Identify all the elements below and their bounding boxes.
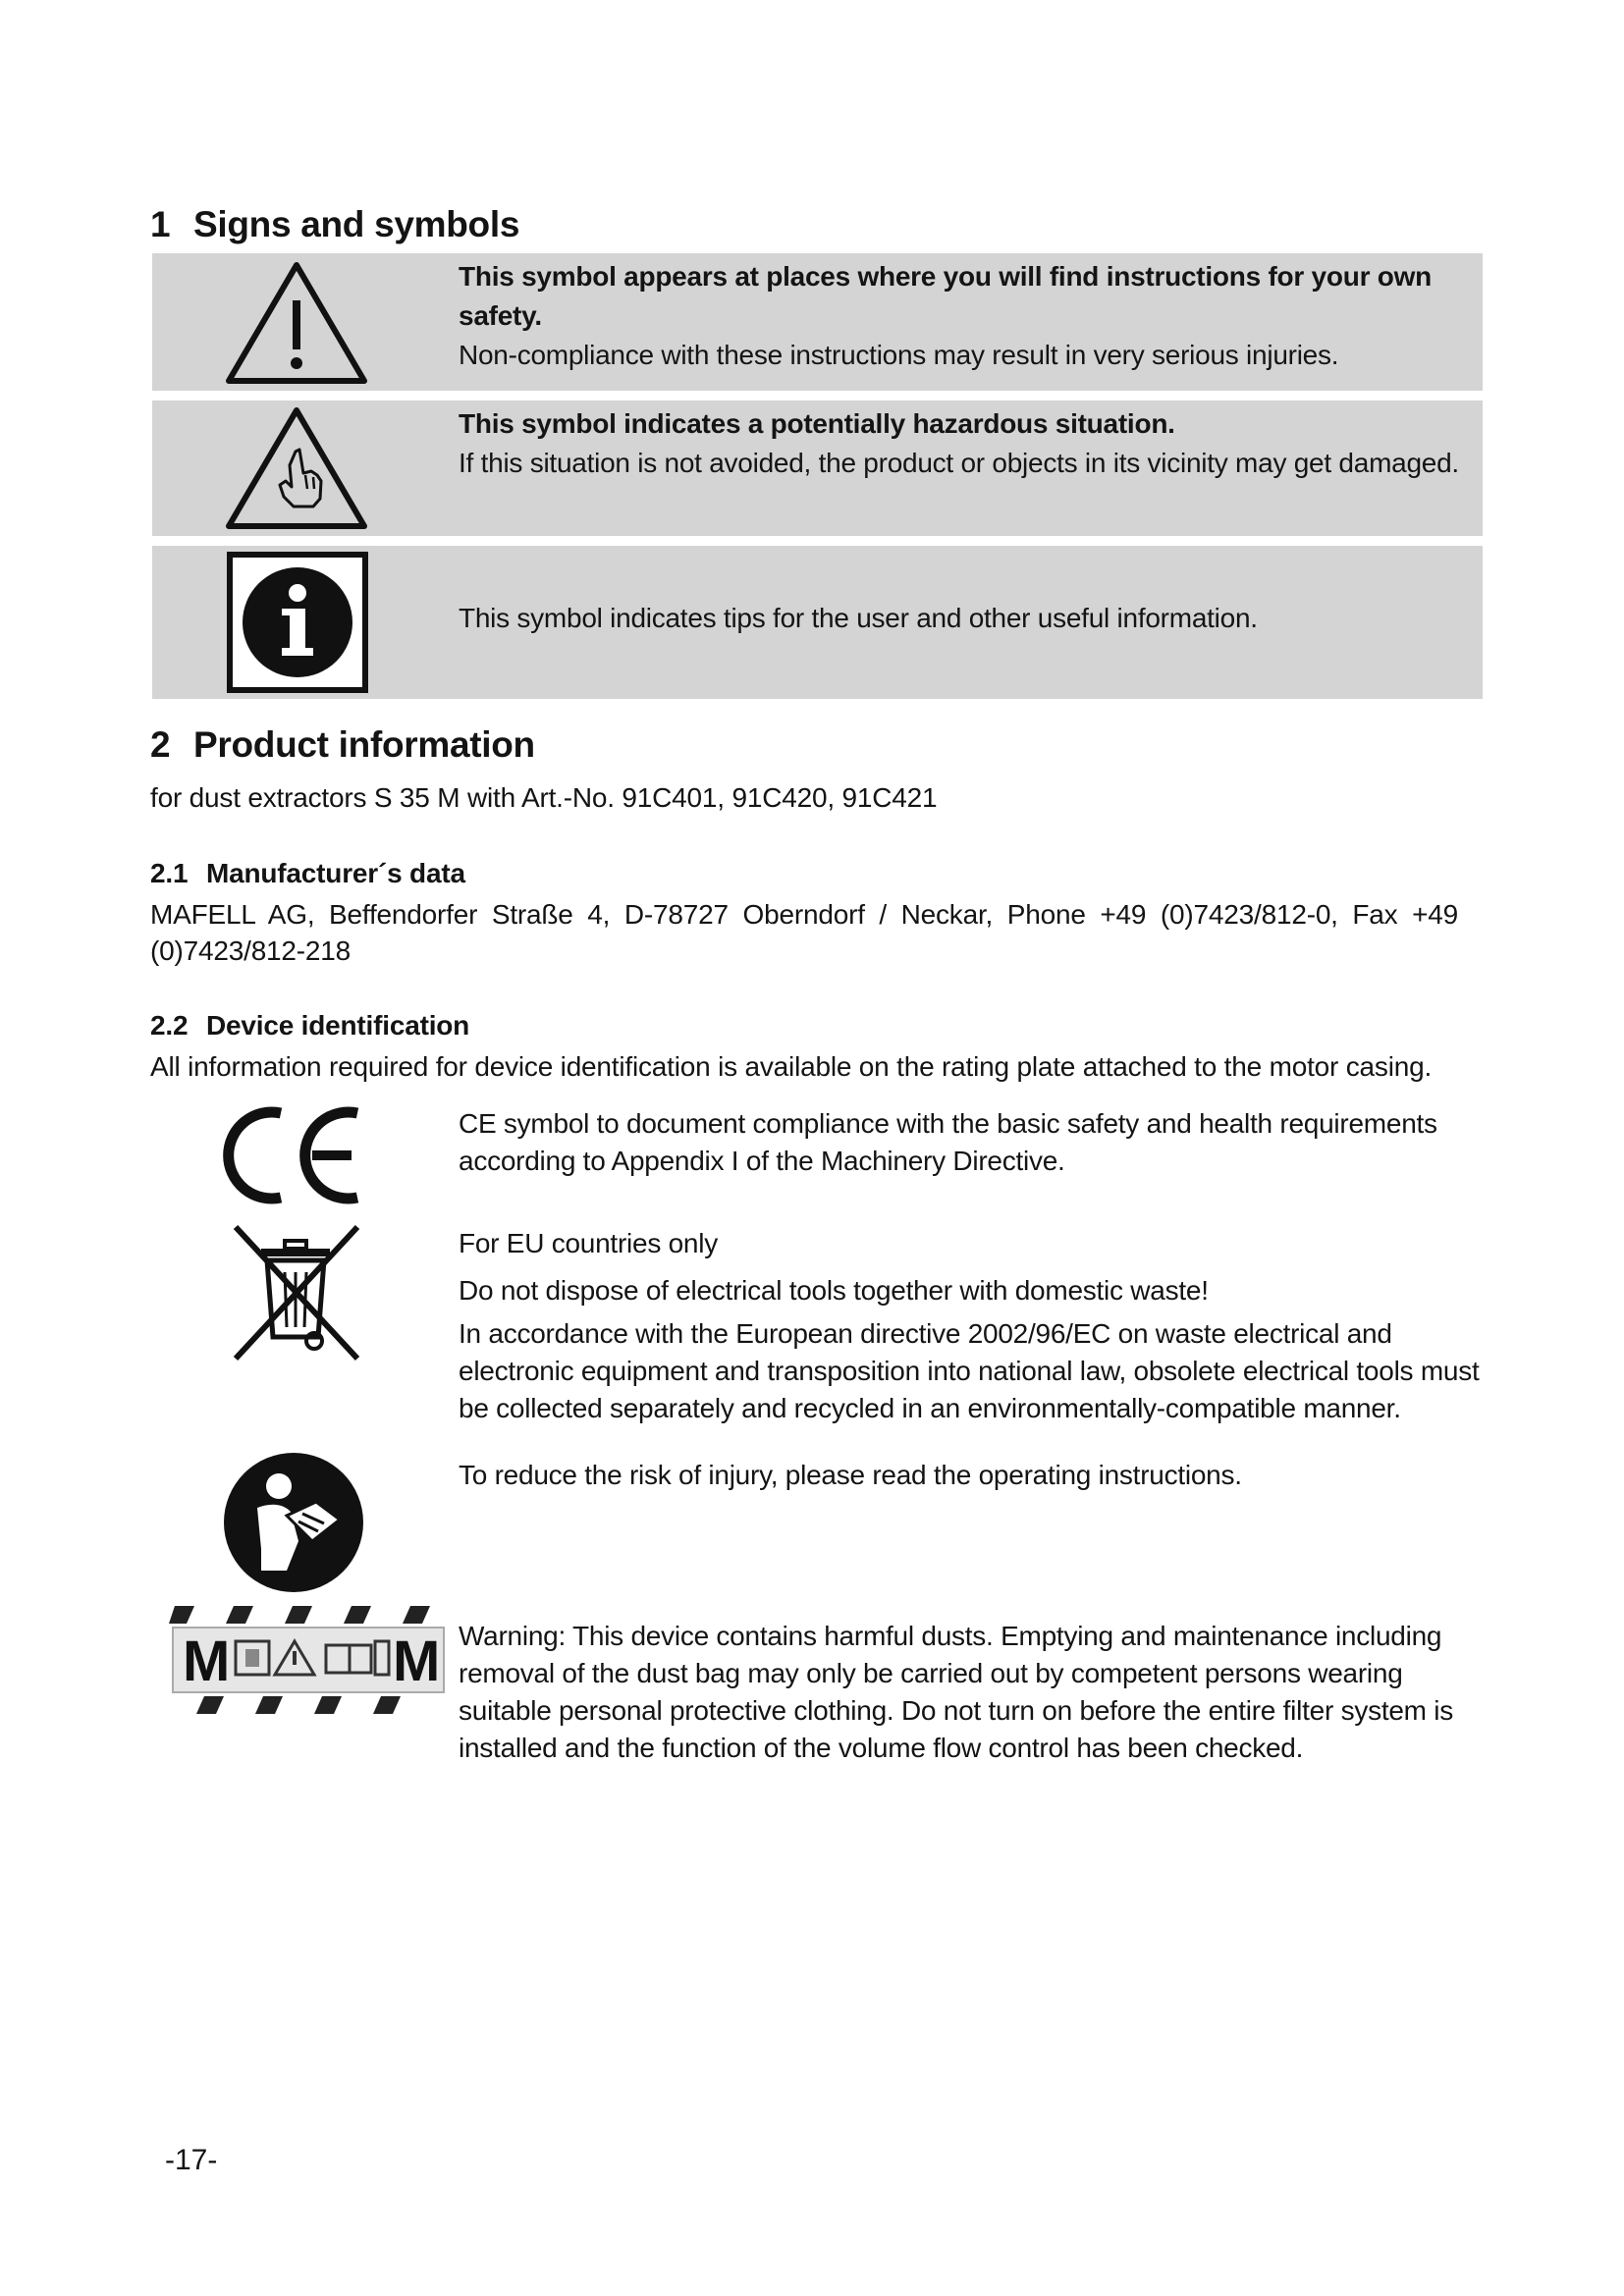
caution-hand-icon: [223, 404, 370, 532]
subsection-2-1-heading: 2.1 Manufacturer´s data: [150, 858, 465, 888]
svg-text:M: M: [183, 1629, 231, 1693]
harmful-dust-warning-text: Warning: This device contains harmful dusts. Emptying and maintenance including removal of the dust bag may only be carried out by competent persons wearing suitable personal protective clothing. Do not turn on before the entire filter system is installed and the function of the volume flow control has been checked.: [459, 1621, 1453, 1763]
crossed-wheelie-bin-icon: [228, 1221, 365, 1366]
subsection-2-2-heading: 2.2 Device identification: [150, 1010, 470, 1041]
read-manual-text: To reduce the risk of injury, please read the operating instructions.: [459, 1460, 1242, 1490]
symbol-row-info: [152, 546, 1483, 699]
symbol-row-safety: [152, 253, 1483, 391]
section-1-heading: 1 Signs and symbols: [150, 204, 520, 244]
device-identification-text: All information required for device identification is available on the rating plate attached to the motor casing.: [150, 1051, 1433, 1082]
manufacturer-data: MAFELL AG, Beffendorfer Straße 4, D-78727 Oberndorf / Neckar, Phone +49 (0)7423/812-0, Fax +49 (0)7423/812-218: [150, 899, 1458, 966]
ce-mark-icon: [222, 1101, 369, 1209]
ce-mark-text: CE symbol to document compliance with the basic safety and health requirements according to Appendix I of the Machinery Directive.: [459, 1108, 1437, 1176]
section-2-heading: 2 Product information: [150, 724, 535, 765]
symbol-row-hazard-text: This symbol indicates a potentially hazardous situation. If this situation is not avoided, the product or objects in its vicinity may get damaged.: [459, 408, 1459, 478]
harmful-dust-m-class-label-icon: [169, 1606, 446, 1714]
warning-exclamation-icon: [223, 259, 370, 387]
read-manual-icon: [222, 1451, 365, 1594]
symbol-row-hazard: [152, 400, 1483, 536]
symbol-row-safety-text: This symbol appears at places where you will find instructions for your own safety. Non-compliance with these instructions may result in very serious injuries.: [459, 261, 1432, 370]
svg-text:M: M: [393, 1629, 441, 1693]
product-intro: for dust extractors S 35 M with Art.-No. 91C401, 91C420, 91C421: [150, 782, 938, 813]
weee-text: For EU countries only Do not dispose of electrical tools together with domestic waste! In accordance with the European directive 2002/96/EC on waste electrical and electronic equipment and transposition into national law, obsolete electrical tools must be collected separately and recycled in an environmentally-compatible manner.: [459, 1228, 1480, 1423]
symbol-row-info-text: This symbol indicates tips for the user and other useful information.: [459, 603, 1258, 633]
info-icon: [227, 552, 368, 693]
page-number: -17-: [165, 2144, 218, 2176]
